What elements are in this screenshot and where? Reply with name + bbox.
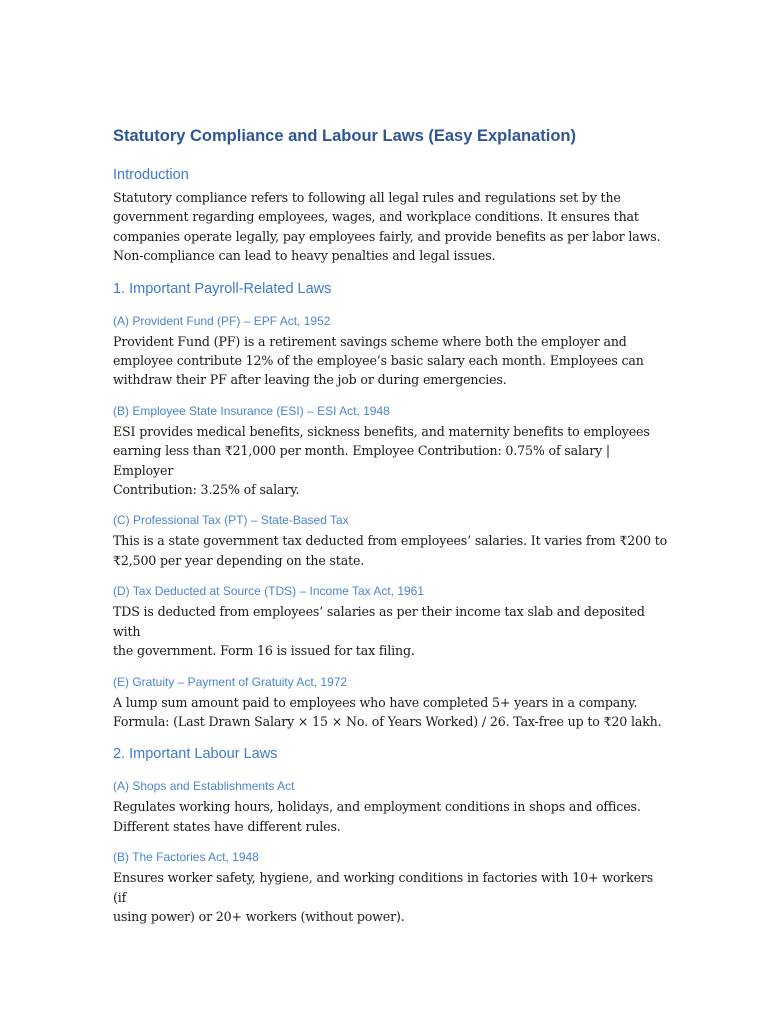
pf-paragraph [113, 332, 668, 390]
esi-heading: (B) Employee State Insurance (ESI) – ESI Act, 1948 [113, 403, 390, 418]
paragraph-line: Non-compliance can lead to heavy penalties and legal issues. [113, 248, 496, 264]
paragraph-line: the government. Form 16 is issued for tax filing. [113, 643, 415, 659]
paragraph-line: ESI provides medical benefits, sickness benefits, and maternity benefits to employees [113, 423, 650, 439]
document-title: Statutory Compliance and Labour Laws (Easy Explanation) [113, 127, 576, 145]
payroll-laws-heading: 1. Important Payroll-Related Laws [113, 280, 332, 297]
introduction-paragraph [113, 188, 668, 266]
factories-act-paragraph [113, 868, 668, 926]
shops-act-paragraph [113, 797, 668, 836]
tds-paragraph [113, 602, 668, 660]
paragraph-line: government regarding employees, wages, and workplace conditions. It ensures that [113, 209, 639, 225]
pf-heading: (A) Provident Fund (PF) – EPF Act, 1952 [113, 313, 331, 328]
gratuity-heading: (E) Gratuity – Payment of Gratuity Act, 1972 [113, 674, 348, 689]
paragraph-line: Provident Fund (PF) is a retirement savings scheme where both the employer and [113, 333, 627, 349]
paragraph-line: earning less than ₹21,000 per month. Employee Contribution: 0.75% of salary | Employer [113, 443, 610, 478]
paragraph-line: Ensures worker safety, hygiene, and working conditions in factories with 10+ workers (if [113, 870, 654, 905]
paragraph-line: Statutory compliance refers to following all legal rules and regulations set by the [113, 190, 621, 205]
gratuity-paragraph [113, 693, 668, 732]
shops-act-heading: (A) Shops and Establishments Act [113, 779, 295, 794]
factories-act-heading: (B) The Factories Act, 1948 [113, 850, 259, 865]
esi-paragraph [113, 422, 668, 500]
paragraph-line: A lump sum amount paid to employees who have completed 5+ years in a company. [113, 694, 638, 710]
paragraph-line: employee contribute 12% of the employee’s basic salary each month. Employees can [113, 353, 644, 369]
paragraph-line: Contribution: 3.25% of salary. [113, 482, 300, 498]
paragraph-line: withdraw their PF after leaving the job or during emergencies. [113, 372, 507, 388]
paragraph-line: Regulates working hours, holidays, and employment conditions in shops and offices. [113, 799, 641, 815]
pt-paragraph [113, 531, 668, 570]
paragraph-line: companies operate legally, pay employees fairly, and provide benefits as per labor laws. [113, 228, 661, 244]
paragraph-line: using power) or 20+ workers (without power). [113, 908, 405, 924]
paragraph-line: This is a state government tax deducted from employees’ salaries. It varies from ₹200 to [113, 533, 668, 549]
paragraph-line: ₹2,500 per year depending on the state. [113, 552, 365, 568]
tds-heading: (D) Tax Deducted at Source (TDS) – Income Tax Act, 1961 [113, 584, 425, 599]
paragraph-line: Different states have different rules. [113, 818, 341, 834]
introduction-heading: Introduction [113, 167, 189, 183]
paragraph-line: Formula: (Last Drawn Salary × 15 × No. of Years Worked) / 26. Tax-free up to ₹20 lakh. [113, 713, 662, 729]
labour-laws-heading: 2. Important Labour Laws [113, 746, 278, 763]
pt-heading: (C) Professional Tax (PT) – State-Based Tax [113, 513, 349, 528]
paragraph-line: TDS is deducted from employees’ salaries as per their income tax slab and deposited with [113, 604, 645, 639]
